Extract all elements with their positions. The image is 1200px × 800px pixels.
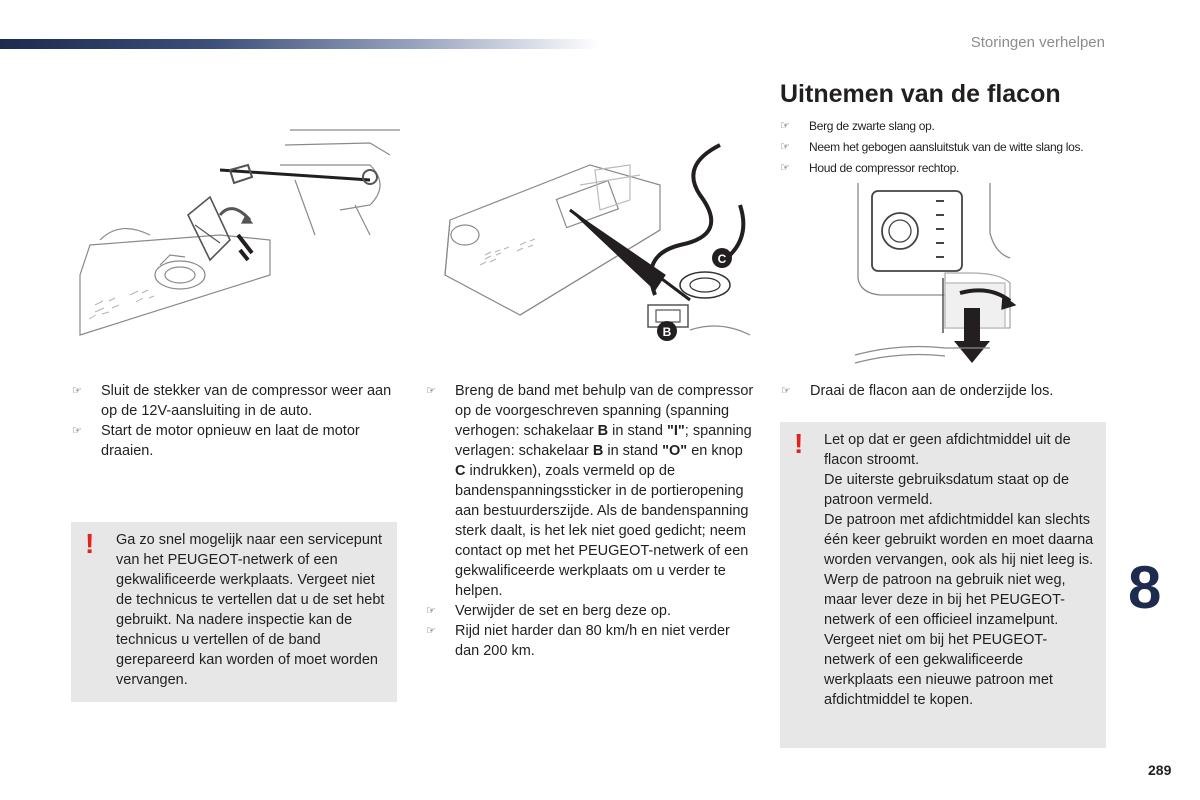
list-item: ☞ Berg de zwarte slang op.	[780, 116, 1180, 137]
pointing-hand-icon: ☞	[780, 120, 790, 132]
section-heading: Uitnemen van de flacon	[780, 80, 1061, 108]
middle-instructions	[426, 381, 756, 661]
pointing-hand-icon: ☞	[781, 385, 791, 397]
warning-note-sealant	[780, 422, 1106, 748]
bottle-unscrew-illustration	[850, 183, 1020, 373]
pointing-hand-icon: ☞	[426, 605, 436, 617]
exclamation-icon: !	[85, 528, 95, 559]
left-instructions	[72, 381, 392, 461]
bottle-removal-steps	[780, 116, 1180, 179]
list-item: ☞ Sluit de stekker van de compressor weer aan op de 12V-aansluiting in de auto.	[72, 383, 392, 419]
warning-text: Let op dat er geen afdichtmiddel uit de flacon stroomt. De uiterste gebruiksdatum staat op de patroon vermeld. De patroon met afdichtmiddel kan slechts één keer gebruikt worden en moet daarna worden vervangen, ook als hij niet leeg is. Werp de patroon na gebruik niet weg, maar lever deze in bij het PEUGEOT-netwerk of een officieel inzamelpunt. Vergeet niet om bij het PEUGEOT-netwerk of een gekwalificeerde werkplaats een nieuwe patroon met afdichtmiddel te kopen.	[824, 432, 1094, 708]
page-number: 289	[1148, 762, 1172, 778]
list-item: ☞ Start de motor opnieuw en laat de motor draaien.	[72, 423, 360, 459]
list-item: ☞ Rijd niet harder dan 80 km/h en niet verder dan 200 km.	[426, 623, 730, 659]
chapter-number: 8	[1128, 554, 1162, 621]
compressor-plug-illustration	[70, 125, 400, 345]
pointing-hand-icon: ☞	[72, 425, 82, 437]
figure-label-c: C	[717, 252, 727, 266]
list-item: ☞ Houd de compressor rechtop.	[780, 158, 1180, 179]
pointing-hand-icon: ☞	[780, 141, 790, 153]
header-gradient-bar	[0, 39, 600, 49]
list-item: ☞ Verwijder de set en berg deze op.	[426, 603, 672, 619]
list-item: ☞ Breng de band met behulp van de compressor op de voorgeschreven spanning (spanning verhogen: schakelaar B in stand "I"; spanning verlagen: schakelaar B in stand "O" en knop C indrukken), zoals vermeld op de bandenspanningssticker in de portieropening aan bestuurderszijde. Als de bandenspanning sterk daalt, is het lek niet goed gedicht; neem contact op met het PEUGEOT-netwerk of een gekwalificeerde werkplaats om u verder te helpen.	[426, 383, 754, 599]
pointing-hand-icon: ☞	[780, 162, 790, 174]
pointing-hand-icon: ☞	[72, 385, 82, 397]
compressor-switch-illustration	[430, 125, 760, 345]
exclamation-icon: !	[794, 428, 804, 459]
list-item: ☞ Neem het gebogen aansluitstuk van de witte slang los.	[780, 137, 1180, 158]
pointing-hand-icon: ☞	[426, 625, 436, 637]
list-item: ☞ Draai de flacon aan de onderzijde los.	[781, 383, 1054, 399]
right-instructions	[781, 381, 1101, 401]
pointing-hand-icon: ☞	[426, 385, 436, 397]
warning-note-service	[71, 522, 397, 702]
warning-text: Ga zo snel mogelijk naar een servicepunt van het PEUGEOT-netwerk of een gekwalificeerde werkplaats. Vergeet niet de technicus te vertellen dat u de set hebt gebruikt. Na nadere inspectie kan de technicus u vertellen of de band gerepareerd kan worden of moet worden vervangen.	[116, 532, 385, 688]
section-title: Storingen verhelpen	[970, 34, 1105, 51]
figure-label-b: B	[662, 325, 672, 339]
